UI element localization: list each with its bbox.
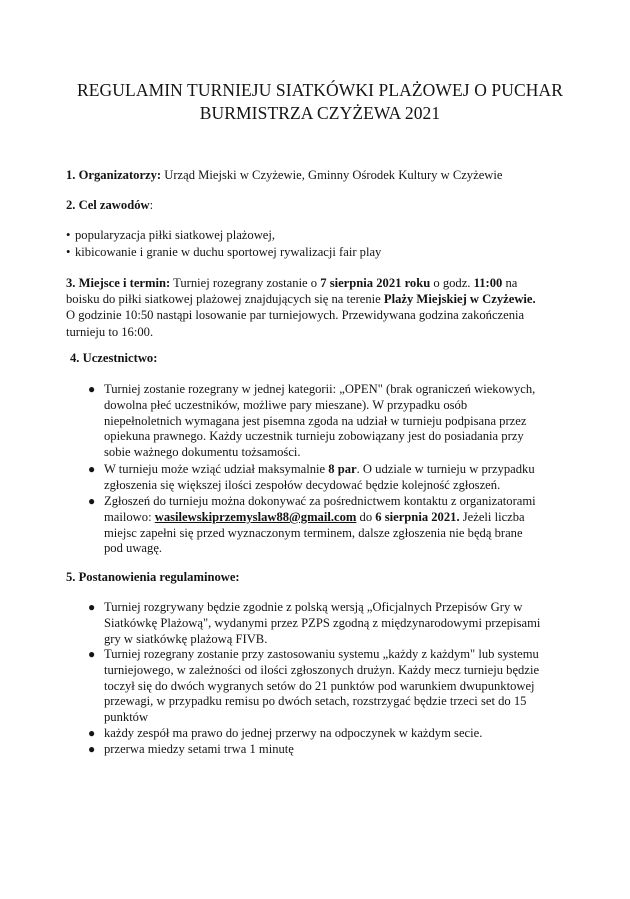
list-item: [66, 227, 586, 244]
bullet-icon: ●: [88, 494, 96, 508]
list-item: [88, 382, 568, 462]
text-line: niepełnoletnich wymagana jest pisemna zgoda na udział w turnieju podpisana przez: [104, 413, 527, 428]
text-fragment: do: [356, 509, 376, 524]
document-title: [40, 79, 600, 125]
bullet-icon: •: [66, 245, 71, 259]
text-line: [66, 291, 586, 307]
bullet-icon: ●: [88, 742, 96, 756]
section-heading: 1. Organizatorzy:: [66, 168, 162, 182]
list-item: [88, 600, 568, 648]
text-fragment: boisku do piłki siatkowej plażowej znajdujących się na terenie: [66, 292, 384, 307]
event-date: 7 sierpnia 2021 roku: [320, 276, 431, 290]
text-line: turniejowego, w zależności od ilości zgłoszonych drużyn. Każdy mecz turnieju będzie: [104, 662, 540, 677]
list-item-text: popularyzacja piłki siatkowej plażowej,: [75, 228, 276, 242]
section-heading: 5. Postanowienia regulaminowe:: [66, 570, 240, 584]
event-time: 11:00: [473, 276, 503, 290]
list-item: [88, 647, 568, 727]
list-item: [88, 494, 568, 558]
email-link[interactable]: wasilewskiprzemyslaw88@gmail.com: [154, 509, 357, 524]
section-organizers: [66, 167, 502, 183]
text-line: turnieju to 16:00.: [66, 324, 154, 339]
text-fragment: . O udziale w turnieju w przypadku: [356, 462, 535, 476]
event-place: Plaży Miejskiej w Czyżewie.: [383, 292, 536, 307]
text-line: Turniej rozgrywany będzie zgodnie z polską wersją „Oficjalnych Przepisów Gry w: [104, 600, 523, 614]
section-rules-heading: [66, 569, 240, 585]
text-line: O godzinie 10:50 nastąpi losowanie par turniejowych. Przewidywana godzina zakończenia: [66, 308, 525, 323]
text-line: toczył się do dwóch wygranych setów do 21 punktów pod warunkiem dwupunktowej: [104, 678, 535, 693]
text-line: miejsc zapełni się przed wyznaczonym terminem, dalsze zgłoszenia nie będą brane: [104, 525, 523, 540]
text-line: Turniej zostanie rozegrany w jednej kategorii: „OPEN" (brak ograniczeń wiekowych,: [104, 382, 536, 396]
bullet-icon: ●: [88, 600, 96, 614]
title-line-2: BURMISTRZA CZYŻEWA 2021: [199, 103, 441, 123]
text-line: [104, 510, 536, 526]
bullet-icon: •: [66, 228, 71, 242]
list-item: [88, 742, 568, 759]
section-heading: 4. Uczestnictwo:: [70, 351, 158, 365]
text-fragment: Jeżeli liczba: [459, 509, 525, 524]
text-fragment: na: [502, 276, 518, 290]
text-line: gry w siatkówkę plażową FIVB.: [104, 631, 268, 646]
text-line: opiekuna prawnego. Każdy uczestnik turnieju zobowiązany jest do posiadania przy: [104, 429, 524, 444]
title-line-1: REGULAMIN TURNIEJU SIATKÓWKI PLAŻOWEJ O PUCHAR: [77, 80, 563, 100]
list-item: [88, 726, 568, 743]
text-line: dowolna płeć uczestników, możliwe pary mieszane). W przypadku osób: [104, 397, 468, 412]
colon: :: [149, 198, 154, 212]
section-goal-heading: [66, 197, 153, 213]
text-line: sobie ważnego dokumentu tożsamości.: [104, 445, 301, 460]
text-line: zgłoszenia się większej ilości zespołów decydować będzie kolejność zgłoszeń.: [104, 477, 501, 492]
bullet-icon: ●: [88, 462, 96, 476]
text-fragment: Turniej rozegrany zostanie o: [170, 276, 321, 290]
text-fragment: o godz.: [430, 276, 474, 290]
text-line: [104, 462, 535, 478]
text-fragment: mailowo:: [104, 509, 155, 524]
text-line: każdy zespół ma prawo do jednej przerwy na odpoczynek w każdym secie.: [104, 726, 483, 740]
text-line: przewagi, w przypadku remisu po dwóch setach, rozstrzygać będzie trzeci set do 15: [104, 694, 527, 709]
list-item-text: kibicowanie i granie w duchu sportowej rywalizacji fair play: [75, 245, 382, 259]
bullet-icon: ●: [88, 382, 96, 396]
registration-deadline: 6 sierpnia 2021.: [375, 509, 460, 524]
max-pairs: 8 par: [328, 462, 357, 476]
text-line: pod uwagę.: [104, 541, 163, 556]
text-line: [66, 275, 586, 291]
list-item: [88, 462, 568, 494]
organizers-text: Urząd Miejski w Czyżewie, Gminny Ośrodek Kultury w Czyżewie: [161, 168, 503, 182]
text-line: punktów: [104, 710, 149, 725]
section-participation-heading: [70, 350, 157, 366]
section-heading: 3. Miejsce i termin:: [66, 276, 171, 290]
text-line: Zgłoszeń do turnieju można dokonywać za pośrednictwem kontaktu z organizatorami: [104, 494, 536, 508]
text-line: Siatkówkę Plażową", wydanymi przez PZPS zgodną z międzynarodowymi przepisami: [104, 615, 541, 630]
list-item: [66, 244, 586, 261]
text-fragment: W turnieju może wziąć udział maksymalnie: [104, 462, 329, 476]
text-line: przerwa miedzy setami trwa 1 minutę: [104, 742, 294, 756]
bullet-icon: ●: [88, 647, 96, 661]
section-heading: 2. Cel zawodów: [66, 198, 150, 212]
bullet-icon: ●: [88, 726, 96, 740]
text-line: Turniej rozegrany zostanie przy zastosowaniu systemu „każdy z każdym" lub systemu: [104, 647, 539, 661]
section-place-and-date: [66, 275, 586, 340]
